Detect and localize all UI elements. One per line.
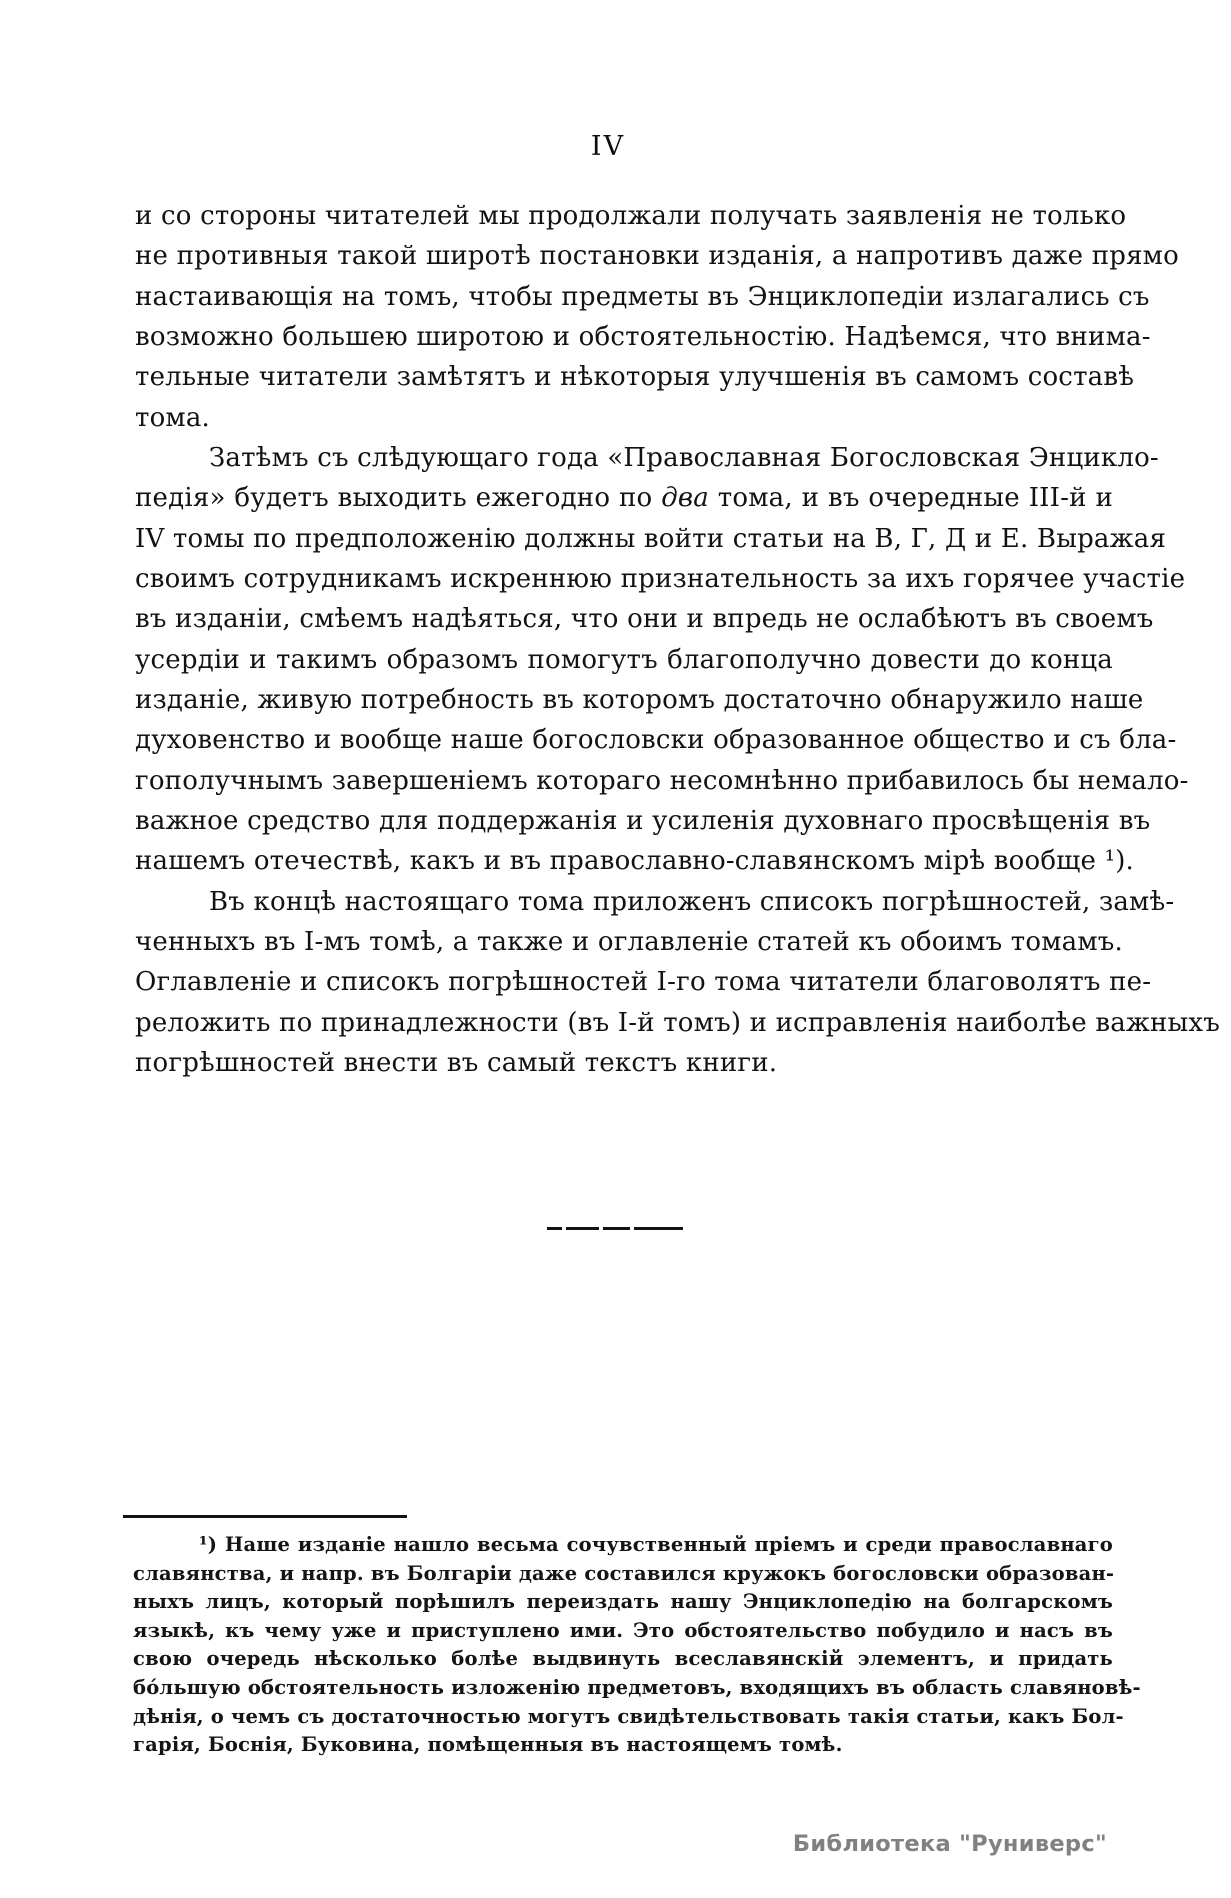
text-line: своимъ сотрудникамъ искреннюю признательность за ихъ горячее участіе <box>135 563 1186 594</box>
footnote-line: ныхъ лицъ, который порѣшилъ переиздать нашу Энциклопедію на болгарскомъ <box>133 1590 1113 1614</box>
section-divider <box>547 1227 683 1230</box>
footnote-line: бо́льшую обстоятельность изложенію предметовъ, входящихъ въ область славяновѣ- <box>133 1675 1141 1699</box>
divider-segment <box>566 1227 599 1230</box>
text-line: важное средство для поддержанія и усиленія духовнаго просвѣщенія въ <box>135 805 1151 836</box>
watermark: Библиотека "Руниверс" <box>792 1831 1107 1857</box>
divider-segment <box>547 1227 562 1230</box>
text-line: возможно большею широтою и обстоятельностію. Надѣемся, что внима- <box>135 321 1151 352</box>
paragraph <box>135 882 1221 1084</box>
footnote-line: гарія, Боснія, Буковина, помѣщенныя въ настоящемъ томѣ. <box>133 1733 843 1757</box>
text-line: тома. <box>135 402 211 433</box>
divider-segment <box>634 1227 683 1230</box>
footnote-text <box>133 1531 1141 1760</box>
paragraph <box>135 438 1189 882</box>
text-line: и со стороны читателей мы продолжали получать заявленія не только <box>135 201 1127 231</box>
text-line: гополучнымъ завершеніемъ котораго несомнѣнно прибавилось бы немало- <box>135 765 1189 796</box>
footnote-line: славянства, и напр. въ Болгаріи даже составился кружокъ богословски образован- <box>133 1561 1115 1585</box>
text-line: усердіи и такимъ образомъ помогутъ благополучно довести до конца <box>135 644 1113 675</box>
text-line: IV томы по предположенію должны войти статьи на В, Г, Д и Е. Выражая <box>135 523 1167 554</box>
paragraph <box>135 196 1179 438</box>
page-number: IV <box>590 131 626 162</box>
footnote-line: дѣнія, о чемъ съ достаточностью могутъ свидѣтельствовать такія статьи, какъ Бол- <box>133 1704 1124 1728</box>
footnote-line: языкѣ, къ чему уже и приступлено ими. Это обстоятельство побудило и насъ въ <box>133 1618 1113 1642</box>
text-line: тельные читатели замѣтятъ и нѣкоторыя улучшенія въ самомъ составѣ <box>135 362 1135 393</box>
text-line: въ изданіи, смѣемъ надѣяться, что они и впредь не ослабѣютъ въ своемъ <box>135 604 1154 635</box>
text-line: нашемъ отечествѣ, какъ и въ православно-славянскомъ мірѣ вообще ¹). <box>135 846 1135 877</box>
text-line: духовенство и вообще наше богословски образованное общество и съ бла- <box>135 725 1177 756</box>
footnote-rule <box>123 1515 407 1518</box>
text-line: Въ концѣ настоящаго тома приложенъ списокъ погрѣшностей, замѣ- <box>209 886 1175 917</box>
text-line: настаивающія на томъ, чтобы предметы въ Энциклопедіи излагались съ <box>135 281 1150 312</box>
text-line: педія» будетъ выходить ежегодно по два тома, и въ очередные III-й и <box>135 483 1113 514</box>
text-line: Затѣмъ съ слѣдующаго года «Православная Богословская Энцикло- <box>209 442 1159 473</box>
divider-segment <box>603 1227 630 1230</box>
text-line: изданіе, живую потребность въ которомъ достаточно обнаружило наше <box>135 684 1144 715</box>
text-line: погрѣшностей внести въ самый текстъ книги. <box>135 1047 778 1078</box>
footnote-line: свою очередь нѣсколько болѣе выдвинуть всеславянскій элементъ, и придать <box>133 1647 1113 1671</box>
text-line: реложить по принадлежности (въ I-й томъ) и исправленія наиболѣе важныхъ <box>135 1007 1221 1038</box>
text-line: Оглавленіе и списокъ погрѣшностей I-го тома читатели благоволятъ пе- <box>135 967 1152 998</box>
footnote-line: ¹) Наше изданіе нашло весьма сочувственный пріемъ и среди православнаго <box>199 1533 1113 1556</box>
main-text <box>135 196 1221 1083</box>
text-line: не противныя такой широтѣ постановки изданія, а напротивъ даже прямо <box>135 241 1179 272</box>
text-line: ченныхъ въ I-мъ томѣ, а также и оглавленіе статей къ обоимъ томамъ. <box>135 926 1123 957</box>
